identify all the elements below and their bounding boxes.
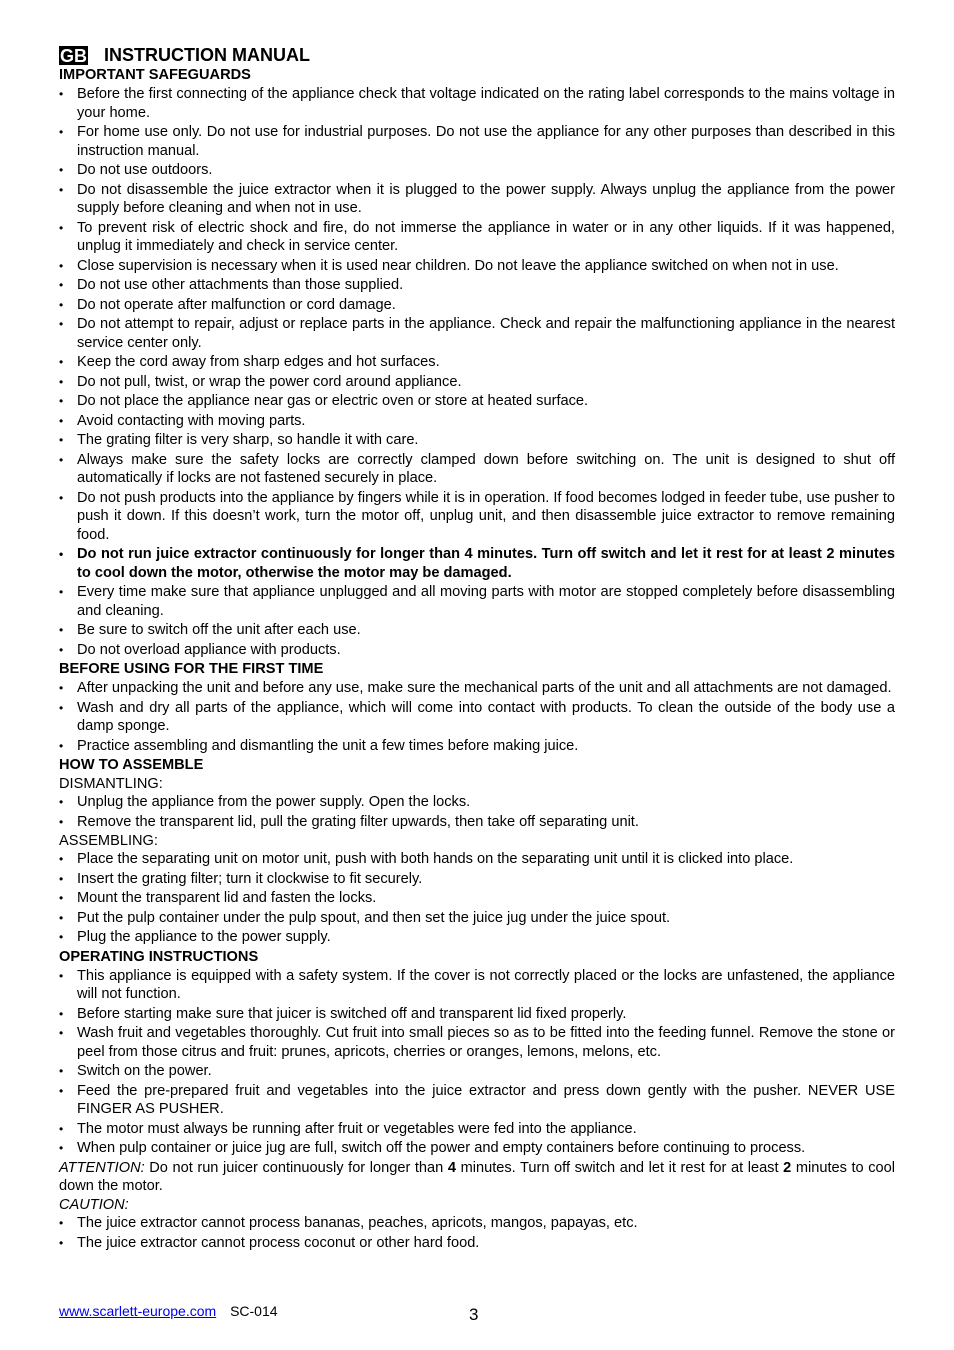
list-item: • Place the separating unit on motor unit, push with both hands on the separating unit until it is clicked into place. bbox=[59, 850, 895, 869]
list-item: • To prevent risk of electric shock and fire, do not immerse the appliance in water or in any other liquids. If it was happened, unplug it immediately and check in service center. bbox=[59, 219, 895, 256]
list-item: • Switch on the power. bbox=[59, 1062, 895, 1081]
attention-text-3: minutes to cool down the motor. bbox=[59, 1159, 896, 1194]
list-item: • Unplug the appliance from the power supply. Open the locks. bbox=[59, 793, 895, 812]
attention-minutes-max: 4 bbox=[447, 1159, 456, 1176]
attention-text-1: Do not run juicer continuously for longer than bbox=[149, 1159, 444, 1176]
list-item: • Keep the cord away from sharp edges and hot surfaces. bbox=[59, 353, 895, 372]
attention-minutes-rest: 2 bbox=[783, 1159, 792, 1176]
list-item: • Do not overload appliance with products. bbox=[59, 641, 895, 660]
attention-note bbox=[59, 1159, 895, 1196]
model-number: SC-014 bbox=[230, 1303, 278, 1319]
list-item: • After unpacking the unit and before any use, make sure the mechanical parts of the unit and all attachments are not damaged. bbox=[59, 679, 895, 698]
list-item: • The grating filter is very sharp, so handle it with care. bbox=[59, 431, 895, 450]
list-item: • Do not disassemble the juice extractor when it is plugged to the power supply. Always unplug the appliance from the power supply before cleaning and when not in use. bbox=[59, 181, 895, 218]
list-item: • Put the pulp container under the pulp spout, and then set the juice jug under the juice spout. bbox=[59, 909, 895, 928]
list-item: • Every time make sure that appliance unplugged and all moving parts with motor are stopped completely before disassembling and cleaning. bbox=[59, 583, 895, 620]
warning-item: • Do not run juice extractor continuously for longer than 4 minutes. Turn off switch and let it rest for at least 2 minutes to cool down the motor, otherwise the motor may be damaged. bbox=[59, 545, 895, 582]
list-item: • Mount the transparent lid and fasten the locks. bbox=[59, 889, 895, 908]
list-item: • This appliance is equipped with a safety system. If the cover is not correctly placed or the locks are unfastened, the appliance will not function. bbox=[59, 967, 895, 1004]
manual-page bbox=[59, 44, 895, 1253]
list-item: • Wash fruit and vegetables thoroughly. Cut fruit into small pieces so as to be fitted into the feeding funnel. Remove the stone or peel from those citrus and fruit: prunes, apricots, cherries or oranges, lemons, melons, etc. bbox=[59, 1024, 895, 1061]
list-item: • Do not push products into the appliance by fingers while it is in operation. If food becomes lodged in feeder tube, use pusher to push it down. If this doesn’t work, turn the motor off, unplug unit, and then disassemble juice extractor to remove remaining food. bbox=[59, 489, 895, 545]
list-item: • Before the first connecting of the appliance check that voltage indicated on the rating label corresponds to the mains voltage in your home. bbox=[59, 85, 895, 122]
list-item: • Plug the appliance to the power supply. bbox=[59, 928, 895, 947]
safeguards-list bbox=[59, 85, 895, 659]
list-item: • Practice assembling and dismantling the unit a few times before making juice. bbox=[59, 737, 895, 756]
dismantling-label: DISMANTLING: bbox=[59, 776, 163, 792]
title-row bbox=[59, 44, 895, 66]
list-item: • Always make sure the safety locks are correctly clamped down before switching on. The unit is designed to shut off automatically if locks are not fastened securely in place. bbox=[59, 451, 895, 488]
operating-heading: OPERATING INSTRUCTIONS bbox=[59, 948, 259, 965]
list-item: • Do not operate after malfunction or cord damage. bbox=[59, 296, 895, 315]
safeguards-heading: IMPORTANT SAFEGUARDS bbox=[59, 67, 251, 83]
assemble-heading: HOW TO ASSEMBLE bbox=[59, 757, 204, 773]
first-time-heading: BEFORE USING FOR THE FIRST TIME bbox=[59, 661, 324, 677]
document-title: INSTRUCTION MANUAL bbox=[104, 45, 310, 65]
first-time-list bbox=[59, 679, 895, 755]
list-item: • Wash and dry all parts of the appliance, which will come into contact with products. To clean the outside of the body use a damp sponge. bbox=[59, 699, 895, 736]
dismantling-list bbox=[59, 793, 895, 831]
list-item: • Do not place the appliance near gas or electric oven or store at heated surface. bbox=[59, 392, 895, 411]
operating-list bbox=[59, 967, 895, 1158]
page-number: 3 bbox=[469, 1305, 479, 1324]
assembling-list bbox=[59, 850, 895, 947]
page-footer bbox=[59, 1303, 895, 1325]
list-item: • The motor must always be running after fruit or vegetables were fed into the appliance. bbox=[59, 1120, 895, 1139]
list-item: • Do not use other attachments than those supplied. bbox=[59, 276, 895, 295]
assembling-label: ASSEMBLING: bbox=[59, 833, 158, 849]
list-item: • When pulp container or juice jug are full, switch off the power and empty containers before continuing to process. bbox=[59, 1139, 895, 1158]
attention-text-2: minutes. Turn off switch and let it rest for at least bbox=[460, 1159, 779, 1176]
list-item: • Feed the pre-prepared fruit and vegetables into the juice extractor and press down gently with the pusher. NEVER USE FINGER AS PUSHER. bbox=[59, 1082, 895, 1119]
website-link[interactable]: www.scarlett-europe.com bbox=[59, 1303, 217, 1319]
list-item: • The juice extractor cannot process bananas, peaches, apricots, mangos, papayas, etc. bbox=[59, 1214, 895, 1233]
list-item: • The juice extractor cannot process coconut or other hard food. bbox=[59, 1234, 895, 1253]
caution-label: CAUTION: bbox=[59, 1196, 129, 1213]
list-item: • Do not use outdoors. bbox=[59, 161, 895, 180]
language-badge: GB bbox=[60, 45, 87, 66]
attention-label: ATTENTION: bbox=[59, 1159, 145, 1176]
list-item: • Remove the transparent lid, pull the grating filter upwards, then take off separating unit. bbox=[59, 813, 895, 832]
list-item: • Insert the grating filter; turn it clockwise to fit securely. bbox=[59, 870, 895, 889]
list-item: • Do not attempt to repair, adjust or replace parts in the appliance. Check and repair the malfunctioning appliance in the nearest service center only. bbox=[59, 315, 895, 352]
list-item: • Be sure to switch off the unit after each use. bbox=[59, 621, 895, 640]
list-item: • For home use only. Do not use for industrial purposes. Do not use the appliance for any other purposes than described in this instruction manual. bbox=[59, 123, 895, 160]
list-item: • Before starting make sure that juicer is switched off and transparent lid fixed properly. bbox=[59, 1005, 895, 1024]
caution-list bbox=[59, 1214, 895, 1252]
list-item: • Close supervision is necessary when it is used near children. Do not leave the appliance switched on when not in use. bbox=[59, 257, 895, 276]
list-item: • Do not pull, twist, or wrap the power cord around appliance. bbox=[59, 373, 895, 392]
list-item: • Avoid contacting with moving parts. bbox=[59, 412, 895, 431]
